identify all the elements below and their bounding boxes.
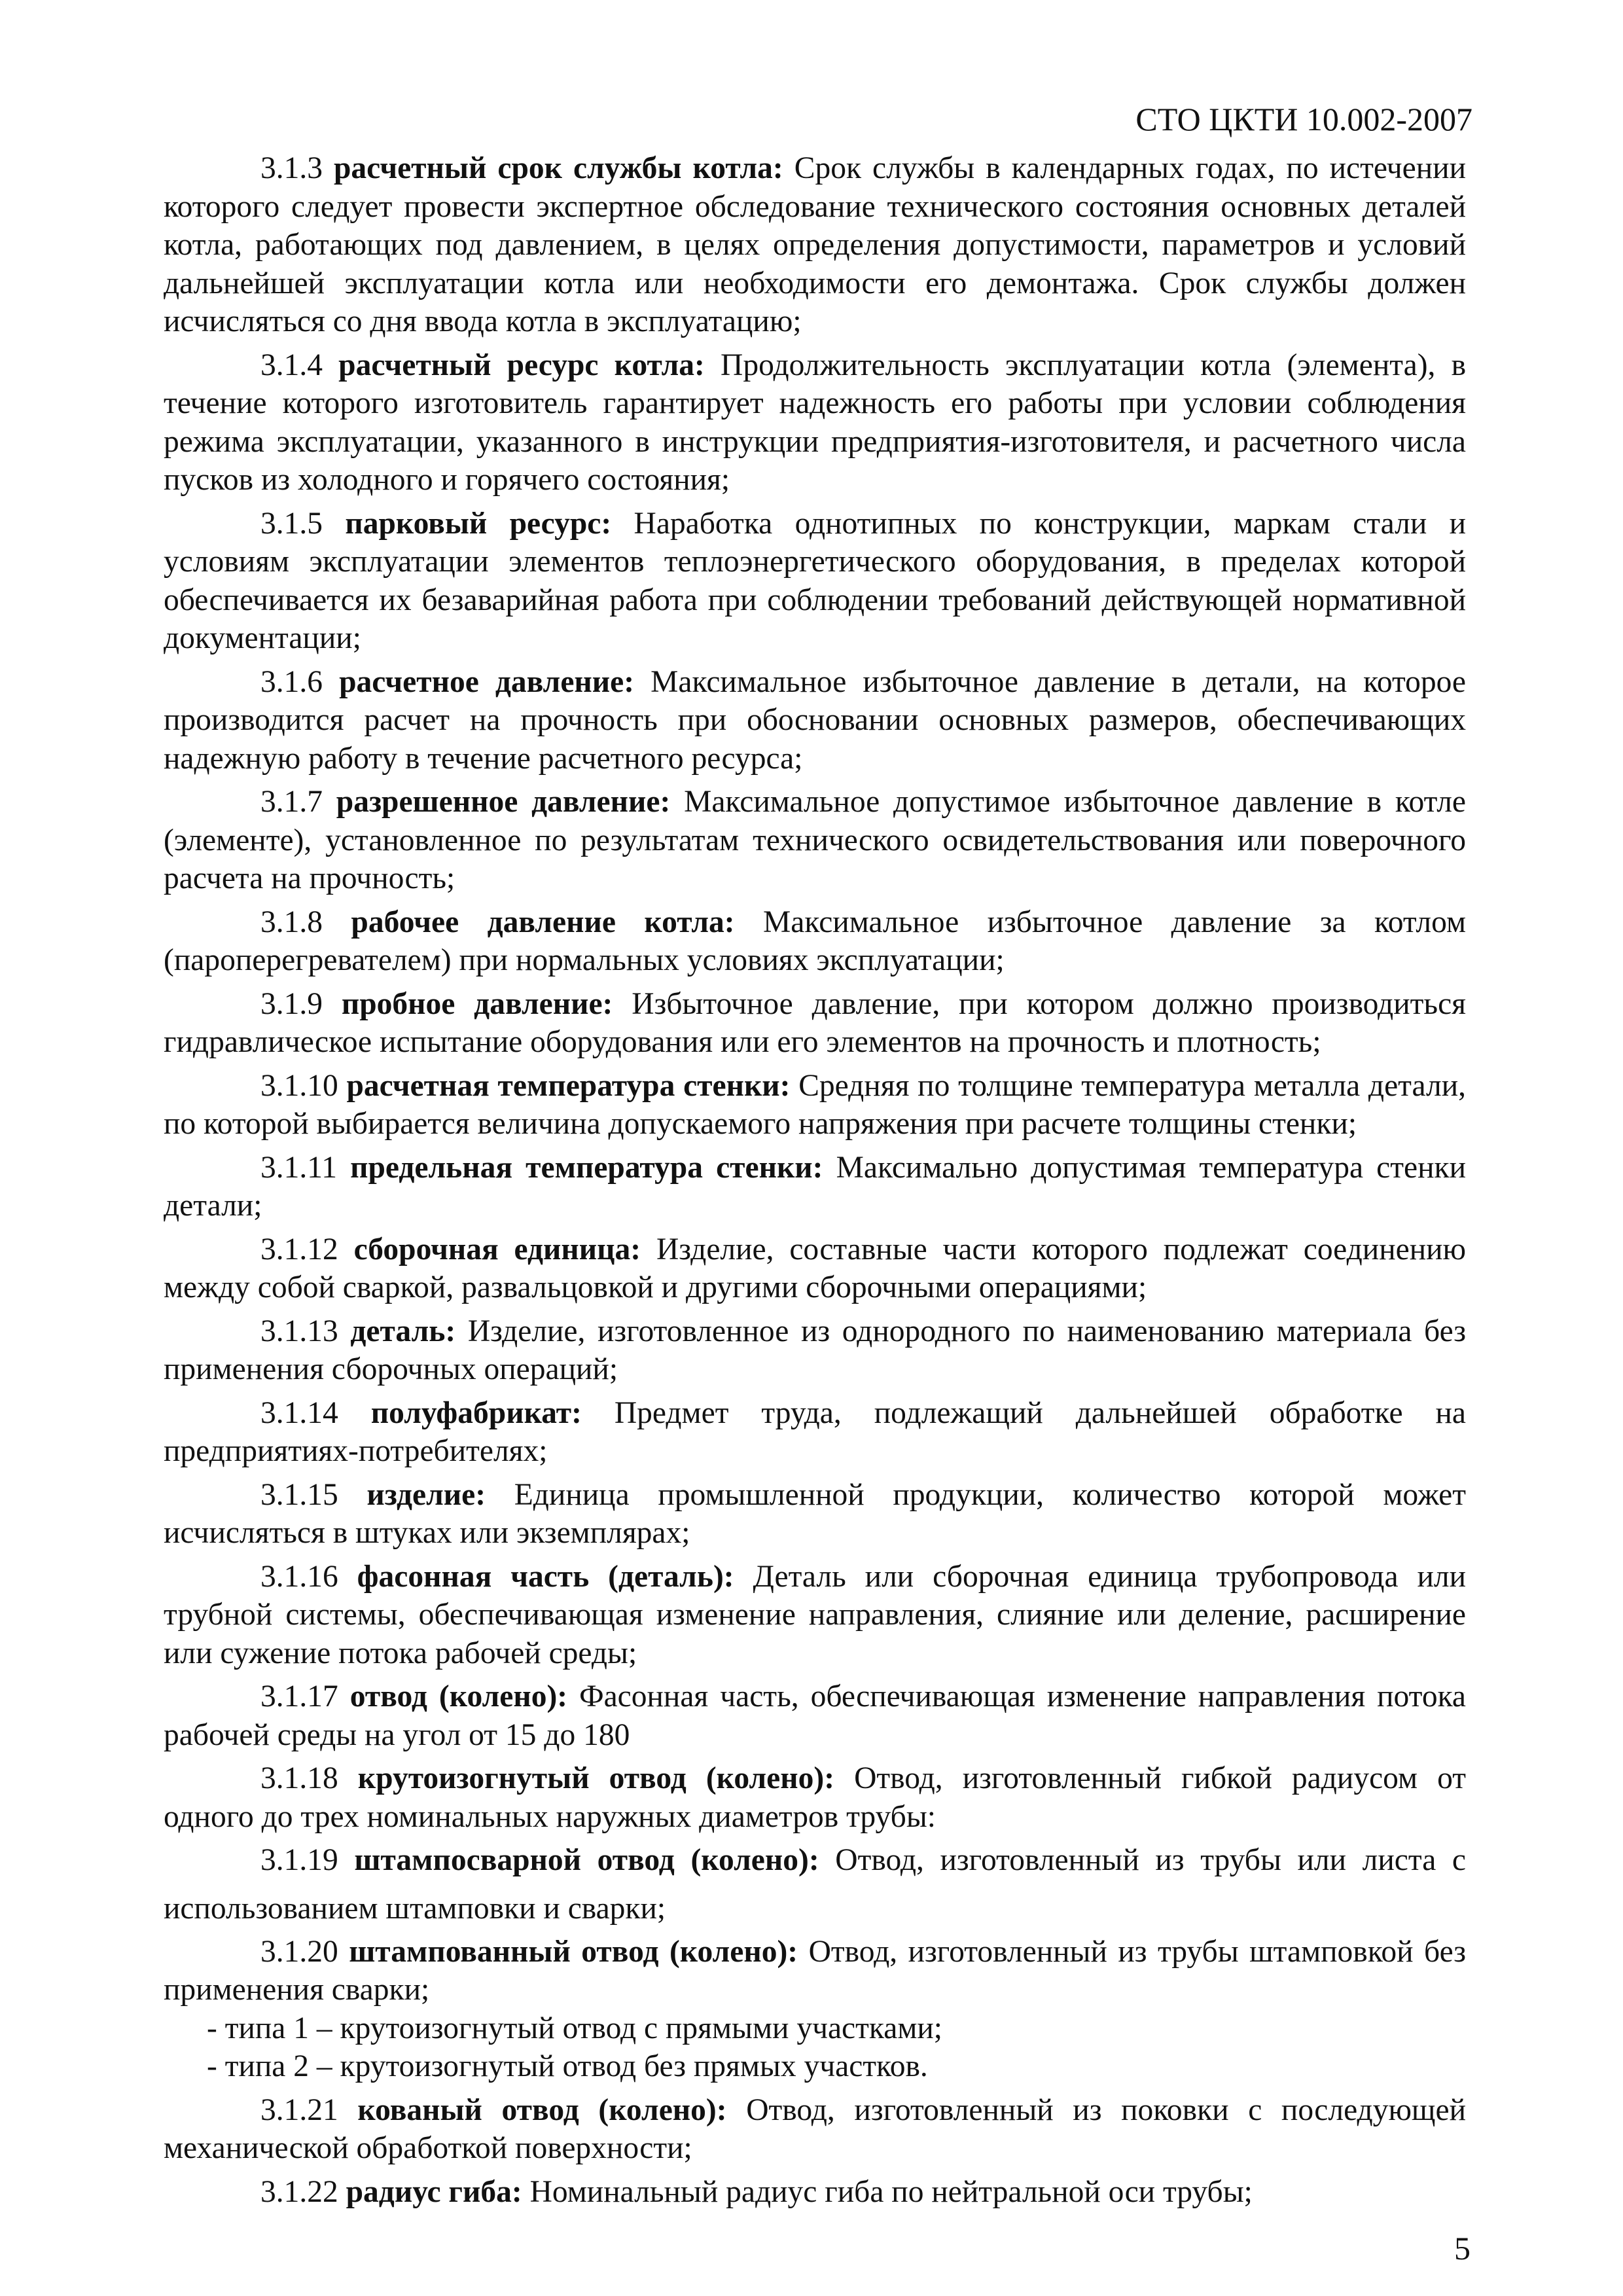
entry-number: 3.1.22 xyxy=(260,2174,338,2209)
entry-number: 3.1.4 xyxy=(260,348,323,382)
entry-number: 3.1.17 xyxy=(260,1679,338,1713)
document-code: СТО ЦКТИ 10.002-2007 xyxy=(1135,101,1472,137)
definition-entry xyxy=(164,1230,1466,1307)
bend-type-item: - типа 1 – крутоизогнутый отвод с прямыми участками; xyxy=(207,2011,942,2045)
entry-definition: Отвод, изготовленный гибкой радиусом от одного до трех номинальных наружных диаметров трубы: xyxy=(164,1761,1467,1834)
definition-entry xyxy=(164,1067,1466,1143)
entry-definition: Деталь или сборочная единица трубопровода или трубной системы, обеспечивающая изменение направления, слияние или деление, расширение или сужение потока рабочей среды; xyxy=(164,1559,1467,1670)
entry-term: пробное давление: xyxy=(341,986,613,1021)
entry-definition: Максимально допустимая температура стенки детали; xyxy=(164,1150,1467,1223)
definition-entry xyxy=(164,985,1466,1062)
definition-entry xyxy=(164,783,1466,898)
entry-term: разрешенное давление: xyxy=(336,785,671,819)
entry-number: 3.1.9 xyxy=(260,986,323,1021)
entry-term: расчетный ресурс котла: xyxy=(338,348,705,382)
definition-entry xyxy=(164,1312,1466,1389)
entry-definition: Отвод, изготовленный из трубы штамповкой без применения сварки; xyxy=(164,1934,1466,2007)
entry-number: 3.1.3 xyxy=(260,151,323,185)
entry-term: отвод (колено): xyxy=(349,1679,568,1713)
entry-definition: Единица промышленной продукции, количество которой может исчисляться в штуках или экземплярах; xyxy=(164,1477,1467,1550)
entry-term: фасонная часть (деталь): xyxy=(357,1559,734,1594)
definition-entry xyxy=(164,346,1466,499)
definition-entry xyxy=(164,663,1466,778)
entry-term: расчетное давление: xyxy=(339,664,635,699)
entry-term: парковый ресурс: xyxy=(345,506,612,541)
entry-definition: Максимальное допустимое избыточное давление в котле (элементе), установленное по результатам технического освидетельствования или поверочного расчета на прочность; xyxy=(164,785,1466,895)
entry-definition: Продолжительность эксплуатации котла (элемента), в течение которого изготовитель гарантирует надежность его работы при условии соблюдения режима эксплуатации, указанного в инструкции предприятия-изготовителя, и расчетного числа пусков из холодного и горячего состояния; xyxy=(164,348,1466,497)
definition-entry xyxy=(164,505,1466,658)
entry-number: 3.1.16 xyxy=(260,1559,338,1594)
definition-entry xyxy=(164,1933,1466,2009)
definition-entry xyxy=(164,1394,1466,1471)
entry-definition: Предмет труда, подлежащий дальнейшей обработке на предприятиях-потребителях; xyxy=(164,1395,1467,1468)
entry-term: штампованный отвод (колено): xyxy=(349,1934,798,1969)
entry-definition: Наработка однотипных по конструкции, маркам стали и условиям эксплуатации элементов теплоэнергетического оборудования, в пределах которой обеспечивается их безаварийная работа при соблюдении требований действующей нормативной документации; xyxy=(164,506,1467,655)
entry-term: рабочее давление котла: xyxy=(351,905,735,939)
definition-entry xyxy=(164,2091,1466,2168)
entry-term: кованый отвод (колено): xyxy=(357,2092,727,2127)
definition-entry xyxy=(164,1841,1466,1928)
entry-number: 3.1.12 xyxy=(260,1232,338,1266)
entry-definition: Номинальный радиус гиба по нейтральной оси трубы; xyxy=(529,2174,1253,2209)
entry-number: 3.1.14 xyxy=(260,1395,338,1430)
entry-number: 3.1.20 xyxy=(260,1934,338,1969)
definition-entry xyxy=(164,1476,1466,1552)
entry-term: деталь: xyxy=(350,1314,456,1348)
entry-definition: Максимальное избыточное давление в детали, на которое производится расчет на прочность при обосновании основных размеров, обеспечивающих надежную работу в течение расчетного ресурса; xyxy=(164,664,1466,776)
entry-term: полуфабрикат: xyxy=(370,1395,582,1430)
entry-number: 3.1.10 xyxy=(260,1068,338,1103)
entry-number: 3.1.8 xyxy=(260,905,323,939)
entry-term: радиус гиба: xyxy=(346,2174,522,2209)
entry-term: предельная температура стенки: xyxy=(350,1150,823,1185)
entry-number: 3.1.6 xyxy=(260,664,323,699)
definition-entry xyxy=(164,149,1466,341)
definition-entry xyxy=(164,903,1466,980)
entry-term: изделие: xyxy=(366,1477,486,1512)
definitions-section xyxy=(164,149,1466,2216)
entry-definition: Средняя по толщине температура металла детали, по которой выбирается величина допускаемого напряжения при расчете толщины стенки; xyxy=(164,1068,1467,1141)
entry-term: сборочная единица: xyxy=(353,1232,641,1266)
entry-term: штампосварной отвод (колено): xyxy=(354,1843,819,1877)
entry-number: 3.1.13 xyxy=(260,1314,338,1348)
entry-definition: Изделие, изготовленное из однородного по наименованию материала без применения сборочных операций; xyxy=(164,1314,1467,1386)
entry-definition: Отвод, изготовленный из трубы или листа с использованием штамповки и сварки; xyxy=(164,1843,1467,1926)
entry-definition: Отвод, изготовленный из поковки с последующей механической обработкой поверхности; xyxy=(164,2092,1467,2166)
definition-entry xyxy=(164,1558,1466,1673)
entry-definition: Избыточное давление, при котором должно производиться гидравлическое испытание оборудования или его элементов на прочность и плотность; xyxy=(164,986,1466,1059)
entry-number: 3.1.7 xyxy=(260,785,323,819)
entry-definition: Максимальное избыточное давление за котлом (пароперегревателем) при нормальных условиях эксплуатации; xyxy=(164,905,1467,977)
bend-type-item: - типа 2 – крутоизогнутый отвод без прямых участков. xyxy=(207,2049,928,2084)
entry-term: расчетная температура стенки: xyxy=(346,1068,791,1103)
entry-term: расчетный срок службы котла: xyxy=(334,151,783,185)
entry-number: 3.1.21 xyxy=(260,2092,338,2127)
entry-number: 3.1.18 xyxy=(260,1761,338,1795)
entry-number: 3.1.5 xyxy=(260,506,323,541)
entry-term: крутоизогнутый отвод (колено): xyxy=(357,1761,835,1795)
entry-number: 3.1.15 xyxy=(260,1477,338,1512)
entry-number: 3.1.11 xyxy=(260,1150,337,1185)
entry-number: 3.1.19 xyxy=(260,1843,338,1877)
entry-definition: Срок службы в календарных годах, по истечении которого следует провести экспертное обследование технического состояния основных деталей котла, работающих под давлением, в целях определения допустимости, параметров и условий дальнейшей эксплуатации котла или необходимости его демонтажа. Срок службы должен исчисляться со дня ввода котла в эксплуатацию; xyxy=(164,151,1466,338)
definition-entry xyxy=(164,1149,1466,1225)
definition-entry xyxy=(164,2173,1466,2212)
entry-definition: Изделие, составные части которого подлежат соединению между собой сваркой, развальцовкой и другими сборочными операциями; xyxy=(164,1232,1467,1304)
page-number: 5 xyxy=(1454,2230,1471,2267)
definition-entry xyxy=(164,1677,1466,1754)
definition-entry xyxy=(164,1759,1466,1836)
entry-definition: Фасонная часть, обеспечивающая изменение направления потока рабочей среды на угол от 15 до 180 xyxy=(164,1679,1467,1752)
